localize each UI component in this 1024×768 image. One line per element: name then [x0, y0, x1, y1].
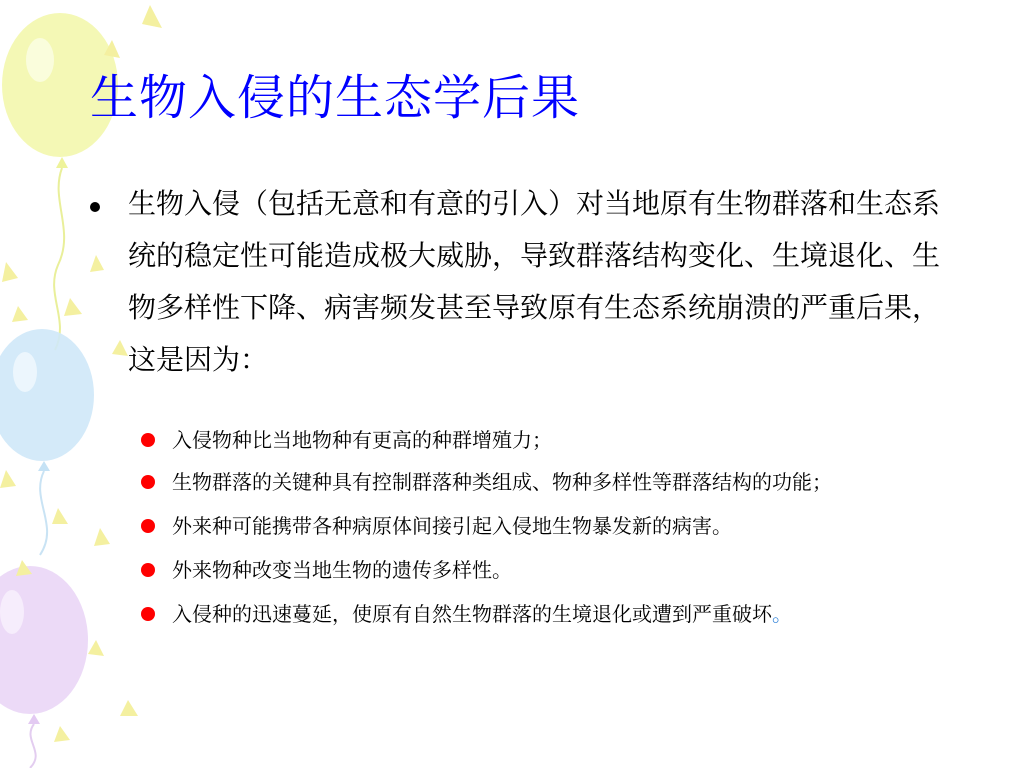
sub-bullet-list	[140, 422, 980, 632]
list-item	[140, 464, 980, 500]
main-bullet-text: 生物入侵（包括无意和有意的引入）对当地原有生物群落和生态系统的稳定性可能造成极大威胁，导致群落结构变化、生境退化、生物多样性下降、病害频发甚至导致原有生态系统崩溃的严重后果，这是因为：	[128, 187, 941, 376]
list-item	[140, 596, 980, 632]
red-bullet-icon	[141, 433, 155, 447]
blue-period: 。	[772, 602, 792, 626]
main-bullet	[86, 178, 966, 386]
list-item	[140, 508, 980, 544]
balloon-icon	[0, 566, 88, 768]
list-item	[140, 552, 980, 588]
sub-bullet-text-last	[172, 596, 962, 632]
sub-bullet-body: 入侵种的迅速蔓延，使原有自然生物群落的生境退化或遭到严重破坏	[172, 602, 772, 626]
sub-bullet-text: 生物群落的关键种具有控制群落种类组成、物种多样性等群落结构的功能；	[172, 470, 832, 494]
sub-bullet-text: 外来种可能携带各种病原体间接引起入侵地生物暴发新的病害。	[172, 514, 732, 538]
list-item	[140, 422, 980, 458]
balloon-icon	[0, 329, 94, 555]
red-bullet-icon	[141, 607, 155, 621]
red-bullet-icon	[141, 475, 155, 489]
bullet-dot-icon	[90, 202, 100, 212]
sub-bullet-text: 外来物种改变当地生物的遗传多样性。	[172, 558, 512, 582]
slide-title: 生物入侵的生态学后果	[90, 70, 581, 126]
sub-bullet-text: 入侵物种比当地物种有更高的种群增殖力；	[172, 428, 552, 452]
red-bullet-icon	[141, 563, 155, 577]
red-bullet-icon	[141, 519, 155, 533]
